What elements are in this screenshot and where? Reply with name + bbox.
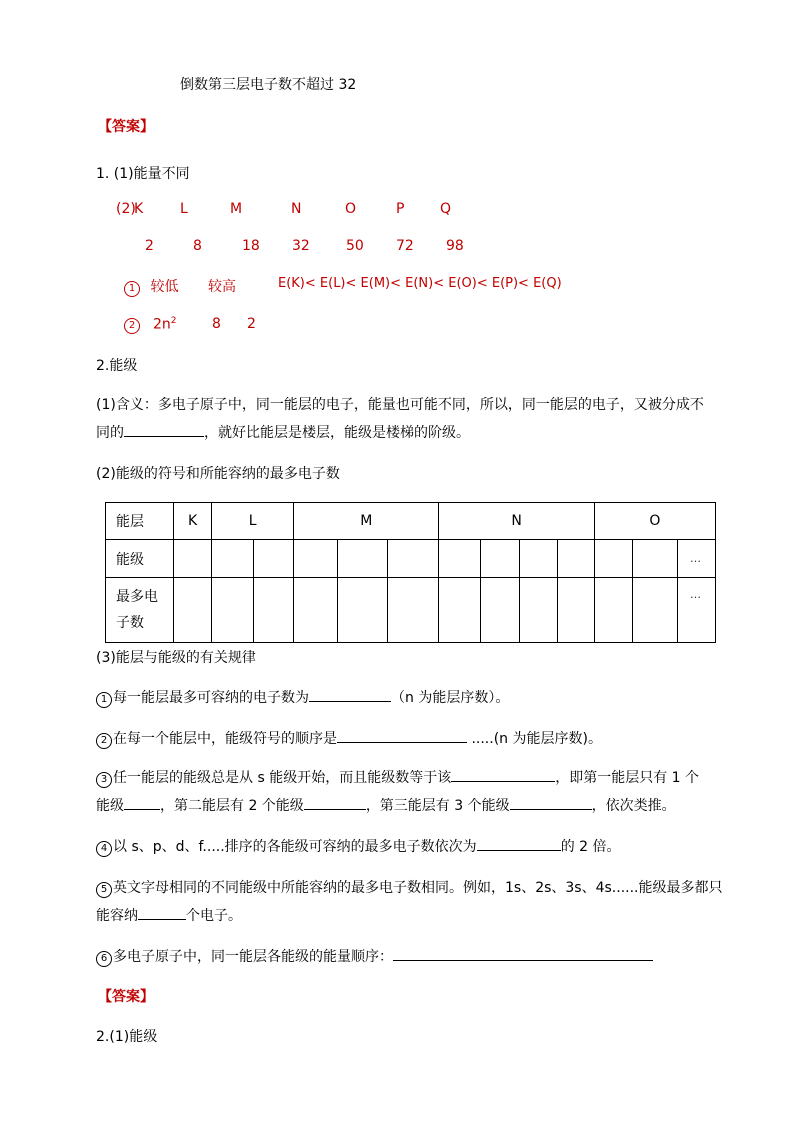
ellipsis-cell: … xyxy=(677,540,715,578)
rule-5-line-2 xyxy=(96,905,242,925)
shell-letter: Q xyxy=(440,201,452,217)
fill-blank[interactable] xyxy=(138,905,186,920)
p1b-post: ，就好比能层是楼层，能级是楼梯的阶级。 xyxy=(204,425,470,441)
rule-5-line-1 xyxy=(96,877,723,898)
shell-m: M xyxy=(294,503,439,540)
table-cell[interactable] xyxy=(254,540,294,578)
table-cell[interactable] xyxy=(519,578,557,643)
shell-k: K xyxy=(174,503,212,540)
shell-n: N xyxy=(439,503,594,540)
table-cell[interactable] xyxy=(632,578,677,643)
rule-1-post: （n 为能层序数）。 xyxy=(391,690,510,706)
levels-table xyxy=(105,502,716,643)
section-2-p1b xyxy=(96,422,470,442)
answer-1-line-2-prefix: (2) xyxy=(116,201,136,217)
table-cell[interactable] xyxy=(212,540,254,578)
ellipsis-cell: … xyxy=(677,578,715,643)
circled-number: 2 xyxy=(96,733,112,749)
rule-3-line-2 xyxy=(96,795,676,815)
table-cell[interactable] xyxy=(557,540,594,578)
formula-base: 2n xyxy=(153,316,171,333)
rule-3-post: ，即第一能层只有 1 个 xyxy=(555,770,700,786)
shell-count: 2 xyxy=(145,238,154,254)
fill-blank[interactable] xyxy=(337,728,467,743)
rule-3b-3: ，第三能层有 3 个能级 xyxy=(365,798,510,814)
answer-tag-2: 【答案】 xyxy=(98,989,154,1005)
circled-number: 4 xyxy=(96,841,112,857)
fill-blank[interactable] xyxy=(393,946,653,961)
row-label-line-1: 最多电 xyxy=(116,589,158,605)
shell-count: 32 xyxy=(292,238,310,254)
table-cell[interactable] xyxy=(557,578,594,643)
rule-3-pre: 任一能层的能级总是从 s 能级开始，而且能级数等于该 xyxy=(113,770,452,786)
shell-letter: L xyxy=(180,201,188,217)
table-cell[interactable] xyxy=(481,540,519,578)
rules-title: (3)能层与能级的有关规律 xyxy=(96,650,256,666)
value-2: 2 xyxy=(247,316,256,332)
row-label-levels: 能级 xyxy=(106,540,174,578)
shell-letter: O xyxy=(345,201,357,217)
shell-count: 8 xyxy=(193,238,202,254)
shell-letter: M xyxy=(230,201,243,217)
table-row-levels xyxy=(106,540,716,578)
rule-3-line-1 xyxy=(96,767,699,788)
fill-blank[interactable] xyxy=(309,687,391,702)
table-cell[interactable] xyxy=(212,578,254,643)
table-cell[interactable] xyxy=(174,540,212,578)
section-2-p1a: (1)含义：多电子原子中，同一能层的电子，能量也可能不同，所以，同一能层的电子，又被分成不 xyxy=(96,397,704,413)
shell-o: O xyxy=(594,503,715,540)
answer-1-circled-2 xyxy=(124,316,140,334)
top-line: 倒数第三层电子数不超过 32 xyxy=(180,77,357,93)
shell-l: L xyxy=(212,503,294,540)
table-cell[interactable] xyxy=(294,540,338,578)
circled-number: 1 xyxy=(124,281,140,297)
table-row-max-electrons xyxy=(106,578,716,643)
circled-number: 2 xyxy=(124,318,140,334)
table-cell[interactable] xyxy=(388,540,439,578)
shell-letter: K xyxy=(134,201,144,217)
rule-2-post: .....(n 为能层序数)。 xyxy=(467,731,602,747)
table-cell[interactable] xyxy=(388,578,439,643)
shell-letter: P xyxy=(396,201,405,217)
fill-blank[interactable] xyxy=(304,795,366,810)
shell-letter: N xyxy=(291,201,302,217)
row-label-line-2: 子数 xyxy=(116,615,144,631)
table-cell[interactable] xyxy=(254,578,294,643)
shell-count: 72 xyxy=(396,238,414,254)
shell-count: 50 xyxy=(346,238,364,254)
table-cell[interactable] xyxy=(174,578,212,643)
rule-4-post: 的 2 倍。 xyxy=(560,839,621,855)
formula-exponent: 2 xyxy=(170,316,177,326)
circled-number: 6 xyxy=(96,951,112,967)
answer-2-line: 2.(1)能级 xyxy=(96,1029,158,1045)
section-2-title: 2.能级 xyxy=(96,358,138,374)
rule-2 xyxy=(96,728,602,749)
formula-2n2 xyxy=(153,316,177,333)
energy-order: E(K)< E(L)< E(M)< E(N)< E(O)< E(P)< E(Q) xyxy=(278,276,562,291)
circled-number: 5 xyxy=(96,882,112,898)
rule-5b-post: 个电子。 xyxy=(186,908,242,924)
rule-6 xyxy=(96,946,653,967)
high-label: 较高 xyxy=(208,279,236,295)
circled-number: 3 xyxy=(96,772,112,788)
rule-3b-2: ，第二能层有 2 个能级 xyxy=(160,798,304,814)
table-cell[interactable] xyxy=(294,578,338,643)
table-cell[interactable] xyxy=(594,540,632,578)
rule-5b-pre: 能容纳 xyxy=(96,908,138,924)
circled-number: 1 xyxy=(96,692,112,708)
rule-3b-4: ，依次类推。 xyxy=(591,798,676,814)
answer-1-circled-1 xyxy=(124,276,178,297)
answer-tag: 【答案】 xyxy=(98,119,154,135)
table-cell[interactable] xyxy=(338,540,388,578)
table-cell[interactable] xyxy=(481,578,519,643)
rule-1 xyxy=(96,687,509,708)
rule-2-pre: 在每一个能层中，能级符号的顺序是 xyxy=(113,731,337,747)
fill-blank[interactable] xyxy=(510,795,592,810)
table-cell[interactable] xyxy=(439,578,481,643)
table-cell[interactable] xyxy=(519,540,557,578)
low-label: 较低 xyxy=(150,279,179,295)
fill-blank[interactable] xyxy=(124,795,160,810)
table-cell[interactable] xyxy=(439,540,481,578)
shell-count: 18 xyxy=(242,238,260,254)
table-cell[interactable] xyxy=(594,578,632,643)
rule-4-pre: 以 s、p、d、f.....排序的各能级可容纳的最多电子数依次为 xyxy=(113,839,477,855)
header-label: 能层 xyxy=(106,503,174,540)
row-label-max-electrons xyxy=(106,578,174,643)
shell-count: 98 xyxy=(446,238,464,254)
table-cell[interactable] xyxy=(338,578,388,643)
fill-blank[interactable] xyxy=(451,767,555,782)
fill-blank[interactable] xyxy=(477,836,561,851)
fill-blank[interactable] xyxy=(124,422,204,437)
rule-6-pre: 多电子原子中，同一能层各能级的能量顺序： xyxy=(113,949,393,965)
value-8: 8 xyxy=(212,316,221,332)
answer-1-line-1: 1. (1)能量不同 xyxy=(96,166,190,182)
rule-1-pre: 每一能层最多可容纳的电子数为 xyxy=(113,690,309,706)
p1b-pre: 同的 xyxy=(96,425,124,441)
table-header-row xyxy=(106,503,716,540)
rule-3b-1: 能级 xyxy=(96,798,124,814)
section-2-p2: (2)能级的符号和所能容纳的最多电子数 xyxy=(96,466,340,482)
rule-5-text: 英文字母相同的不同能级中所能容纳的最多电子数相同。例如，1s、2s、3s、4s......能级最多都只 xyxy=(113,880,723,896)
rule-4 xyxy=(96,836,621,857)
table-cell[interactable] xyxy=(632,540,677,578)
